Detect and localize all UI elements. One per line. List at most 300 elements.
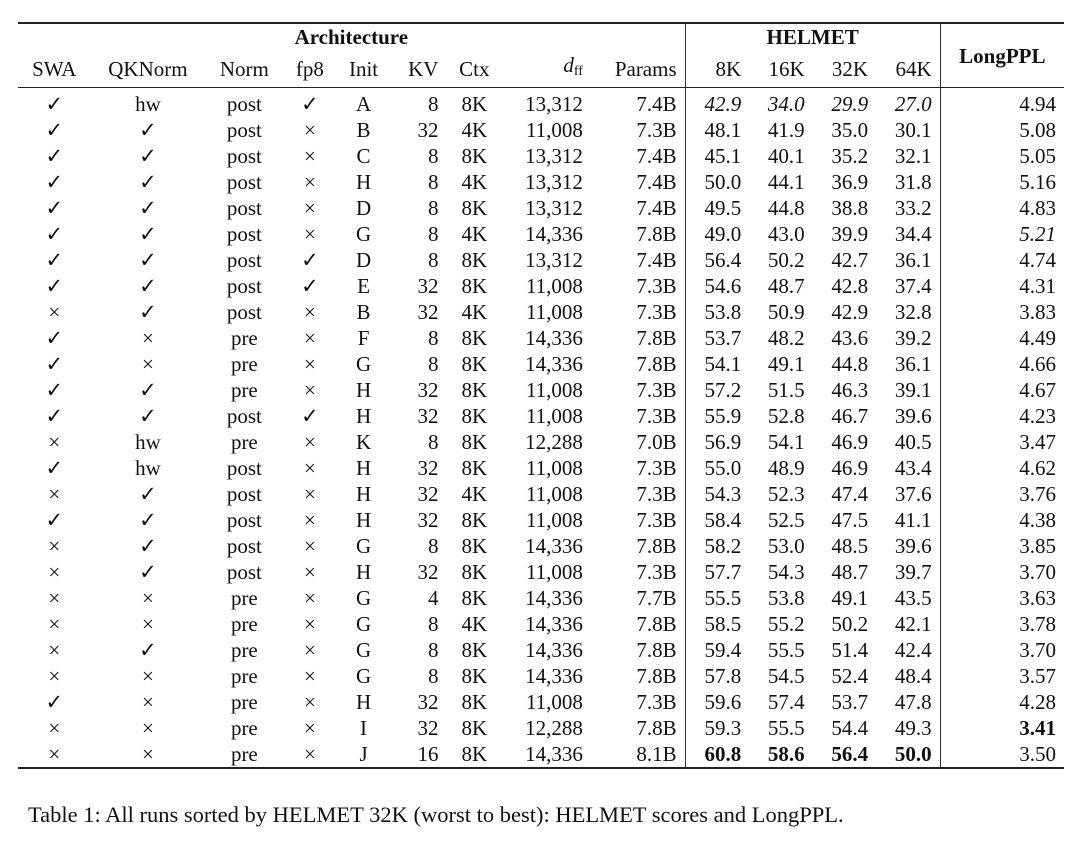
cell-init: G <box>355 352 372 376</box>
cell-helmet-64k: 39.7 <box>894 560 932 584</box>
cell-swa: ✓ <box>45 274 64 298</box>
table-row <box>18 481 1064 507</box>
cell-swa: × <box>48 638 61 662</box>
cell-dff: 14,336 <box>525 352 583 376</box>
cell-norm: pre <box>230 612 258 636</box>
cell-helmet-64k: 50.0 <box>894 742 932 766</box>
longppl-header: LongPPL <box>940 23 1064 88</box>
cell-qknorm: × <box>142 690 154 714</box>
cell-helmet-8k: 57.8 <box>685 663 749 689</box>
cell-helmet-64k: 32.1 <box>894 144 932 168</box>
cell-norm: pre <box>230 326 258 350</box>
helmet-group-header: HELMET <box>685 23 940 50</box>
cell-helmet-64k: 27.0 <box>894 92 932 116</box>
cell-helmet-64k: 31.8 <box>894 170 932 194</box>
cell-helmet-64k: 33.2 <box>894 196 932 220</box>
cell-helmet-8k: 59.3 <box>685 715 749 741</box>
cell-fp8: × <box>303 690 316 714</box>
cell-dff: 13,312 <box>525 196 583 220</box>
cell-helmet-32k: 52.4 <box>831 664 869 688</box>
architecture-group-header: Architecture <box>294 25 409 49</box>
cell-helmet-8k: 58.4 <box>685 507 749 533</box>
cell-helmet-64k: 37.6 <box>894 482 932 506</box>
cell-swa: × <box>48 586 61 610</box>
cell-helmet-64k: 36.1 <box>894 248 932 272</box>
cell-dff: 11,008 <box>525 456 583 480</box>
cell-helmet-32k: 46.3 <box>831 378 869 402</box>
cell-qknorm: × <box>142 352 154 376</box>
table-row <box>18 455 1064 481</box>
cell-longppl: 3.78 <box>940 611 1064 637</box>
cell-swa: ✓ <box>45 248 64 272</box>
cell-norm: post <box>226 456 262 480</box>
cell-ctx: 8K <box>461 560 488 584</box>
cell-init: B <box>356 300 371 324</box>
cell-params: 7.8B <box>636 352 677 376</box>
cell-init: E <box>357 274 370 298</box>
cell-helmet-32k: 43.6 <box>831 326 869 350</box>
cell-helmet-8k: 56.4 <box>685 247 749 273</box>
table-row <box>18 585 1064 611</box>
cell-init: D <box>355 196 372 220</box>
cell-init: H <box>355 170 372 194</box>
cell-kv: 8 <box>427 248 439 272</box>
cell-fp8: × <box>303 170 316 194</box>
cell-ctx: 8K <box>461 326 488 350</box>
cell-helmet-32k: 47.4 <box>831 482 869 506</box>
cell-helmet-64k: 39.1 <box>894 378 932 402</box>
cell-dff: 14,336 <box>525 664 583 688</box>
cell-init: C <box>356 144 371 168</box>
table-row <box>18 559 1064 585</box>
cell-kv: 8 <box>427 326 439 350</box>
cell-qknorm: ✓ <box>139 248 157 272</box>
cell-swa: ✓ <box>45 326 64 350</box>
cell-qknorm: ✓ <box>139 274 157 298</box>
cell-helmet-32k: 49.1 <box>831 586 869 610</box>
cell-ctx: 8K <box>461 404 488 428</box>
cell-fp8: × <box>303 144 316 168</box>
cell-kv: 8 <box>427 352 439 376</box>
cell-dff: 11,008 <box>525 300 583 324</box>
cell-swa: ✓ <box>45 92 64 116</box>
cell-fp8: ✓ <box>301 248 319 272</box>
cell-params: 7.3B <box>636 508 677 532</box>
cell-ctx: 8K <box>461 144 488 168</box>
results-table-container <box>18 22 1064 769</box>
cell-dff: 14,336 <box>525 742 583 766</box>
cell-helmet-32k: 36.9 <box>831 170 869 194</box>
cell-norm: post <box>226 222 262 246</box>
table-row <box>18 169 1064 195</box>
cell-init: J <box>359 742 368 766</box>
cell-helmet-32k: 48.5 <box>831 534 869 558</box>
col-header-16k: 16K <box>749 50 812 88</box>
table-row <box>18 273 1064 299</box>
cell-helmet-16k: 49.1 <box>767 352 805 376</box>
cell-ctx: 8K <box>461 690 488 714</box>
col-header-init: Init <box>336 50 390 88</box>
cell-fp8: × <box>303 118 316 142</box>
cell-dff: 12,288 <box>525 430 583 454</box>
cell-qknorm: × <box>142 742 154 766</box>
cell-fp8: × <box>303 482 316 506</box>
cell-kv: 32 <box>417 716 439 740</box>
cell-dff: 13,312 <box>525 92 583 116</box>
cell-params: 7.8B <box>636 534 677 558</box>
cell-ctx: 8K <box>461 456 488 480</box>
cell-swa: ✓ <box>45 690 64 714</box>
cell-helmet-64k: 43.4 <box>894 456 932 480</box>
cell-dff: 14,336 <box>525 222 583 246</box>
cell-norm: post <box>226 248 262 272</box>
cell-helmet-8k: 60.8 <box>685 741 749 768</box>
cell-kv: 8 <box>427 196 439 220</box>
results-table-body <box>18 88 1064 769</box>
cell-ctx: 8K <box>461 534 488 558</box>
cell-helmet-16k: 52.3 <box>767 482 805 506</box>
cell-swa: × <box>48 534 61 558</box>
cell-ctx: 4K <box>461 222 488 246</box>
cell-init: H <box>355 560 372 584</box>
cell-params: 7.8B <box>636 664 677 688</box>
cell-params: 7.3B <box>636 560 677 584</box>
cell-longppl: 4.49 <box>940 325 1064 351</box>
cell-qknorm: × <box>142 612 154 636</box>
cell-swa: × <box>48 742 61 766</box>
cell-longppl: 4.31 <box>940 273 1064 299</box>
cell-fp8: × <box>303 742 316 766</box>
cell-kv: 8 <box>427 144 439 168</box>
cell-helmet-16k: 52.5 <box>767 508 805 532</box>
cell-norm: pre <box>230 378 258 402</box>
cell-dff: 11,008 <box>525 118 583 142</box>
cell-ctx: 4K <box>461 118 488 142</box>
col-header-kv: KV <box>391 50 447 88</box>
cell-fp8: × <box>303 716 316 740</box>
cell-helmet-8k: 57.7 <box>685 559 749 585</box>
cell-init: F <box>357 326 370 350</box>
cell-fp8: × <box>303 560 316 584</box>
cell-longppl: 4.62 <box>940 455 1064 481</box>
cell-ctx: 8K <box>461 248 488 272</box>
cell-kv: 8 <box>427 92 439 116</box>
col-header-32k: 32K <box>813 50 876 88</box>
cell-dff: 11,008 <box>525 482 583 506</box>
cell-norm: post <box>226 144 262 168</box>
cell-qknorm: ✓ <box>139 560 157 584</box>
cell-helmet-8k: 54.6 <box>685 273 749 299</box>
cell-params: 7.8B <box>636 612 677 636</box>
cell-ctx: 8K <box>461 430 488 454</box>
cell-fp8: × <box>303 638 316 662</box>
cell-qknorm: ✓ <box>139 404 157 428</box>
cell-longppl: 5.16 <box>940 169 1064 195</box>
results-table <box>18 22 1064 769</box>
cell-swa: ✓ <box>45 378 64 402</box>
cell-norm: pre <box>230 690 258 714</box>
cell-init: H <box>355 404 372 428</box>
cell-ctx: 8K <box>461 586 488 610</box>
cell-init: A <box>355 92 372 116</box>
cell-init: G <box>355 222 372 246</box>
cell-ctx: 4K <box>461 170 488 194</box>
cell-init: H <box>355 690 372 714</box>
cell-helmet-8k: 53.7 <box>685 325 749 351</box>
cell-helmet-64k: 41.1 <box>894 508 932 532</box>
cell-ctx: 8K <box>461 352 488 376</box>
table-caption: Table 1: All runs sorted by HELMET 32K (worst to best): HELMET scores and LongPPL. <box>28 802 844 827</box>
cell-helmet-16k: 53.0 <box>767 534 805 558</box>
cell-init: H <box>355 508 372 532</box>
cell-helmet-16k: 34.0 <box>767 92 805 116</box>
cell-longppl: 4.74 <box>940 247 1064 273</box>
cell-kv: 8 <box>427 638 439 662</box>
table-row <box>18 637 1064 663</box>
cell-norm: pre <box>230 430 258 454</box>
table-row <box>18 143 1064 169</box>
cell-longppl: 4.38 <box>940 507 1064 533</box>
table-row <box>18 741 1064 768</box>
cell-norm: post <box>226 560 262 584</box>
cell-swa: ✓ <box>45 456 64 480</box>
cell-dff: 12,288 <box>525 716 583 740</box>
cell-qknorm: ✓ <box>139 378 157 402</box>
cell-dff: 11,008 <box>525 690 583 714</box>
cell-ctx: 8K <box>461 716 488 740</box>
cell-kv: 32 <box>417 274 439 298</box>
table-row <box>18 403 1064 429</box>
cell-helmet-16k: 54.3 <box>767 560 805 584</box>
cell-helmet-16k: 57.4 <box>767 690 805 714</box>
cell-fp8: × <box>303 664 316 688</box>
cell-kv: 32 <box>417 508 439 532</box>
cell-init: H <box>355 456 372 480</box>
col-header-norm: Norm <box>205 50 283 88</box>
cell-dff: 11,008 <box>525 508 583 532</box>
cell-fp8: ✓ <box>301 404 319 428</box>
cell-ctx: 8K <box>461 196 488 220</box>
cell-norm: post <box>226 196 262 220</box>
col-header-swa: SWA <box>18 50 91 88</box>
cell-helmet-64k: 40.5 <box>894 430 932 454</box>
cell-helmet-64k: 32.8 <box>894 300 932 324</box>
cell-norm: pre <box>230 638 258 662</box>
cell-longppl: 3.47 <box>940 429 1064 455</box>
cell-qknorm: ✓ <box>139 534 157 558</box>
cell-qknorm: hw <box>135 430 161 454</box>
cell-params: 7.3B <box>636 118 677 142</box>
cell-qknorm: × <box>142 586 154 610</box>
cell-kv: 32 <box>417 456 439 480</box>
cell-init: G <box>355 664 372 688</box>
cell-params: 7.0B <box>636 430 677 454</box>
cell-params: 7.3B <box>636 690 677 714</box>
table-row <box>18 507 1064 533</box>
cell-fp8: × <box>303 326 316 350</box>
cell-helmet-16k: 58.6 <box>767 742 805 766</box>
group-header-row <box>18 23 1064 50</box>
cell-kv: 32 <box>417 690 439 714</box>
cell-helmet-16k: 52.8 <box>767 404 805 428</box>
cell-helmet-8k: 59.4 <box>685 637 749 663</box>
cell-norm: post <box>226 274 262 298</box>
table-row <box>18 715 1064 741</box>
table-row <box>18 221 1064 247</box>
cell-longppl: 4.23 <box>940 403 1064 429</box>
cell-kv: 4 <box>427 586 439 610</box>
cell-helmet-8k: 58.2 <box>685 533 749 559</box>
cell-longppl: 3.50 <box>940 741 1064 768</box>
table-row <box>18 663 1064 689</box>
cell-ctx: 8K <box>461 664 488 688</box>
cell-qknorm: ✓ <box>139 222 157 246</box>
cell-qknorm: × <box>142 716 154 740</box>
cell-helmet-64k: 43.5 <box>894 586 932 610</box>
cell-dff: 14,336 <box>525 586 583 610</box>
cell-kv: 8 <box>427 430 439 454</box>
cell-longppl: 3.85 <box>940 533 1064 559</box>
dff-subscript: ff <box>573 64 583 79</box>
cell-helmet-8k: 48.1 <box>685 117 749 143</box>
cell-helmet-8k: 45.1 <box>685 143 749 169</box>
cell-longppl: 3.70 <box>940 637 1064 663</box>
table-row <box>18 351 1064 377</box>
cell-helmet-32k: 46.9 <box>831 456 869 480</box>
cell-qknorm: hw <box>135 92 161 116</box>
cell-helmet-8k: 54.3 <box>685 481 749 507</box>
cell-longppl: 3.70 <box>940 559 1064 585</box>
table-row <box>18 325 1064 351</box>
cell-params: 7.3B <box>636 378 677 402</box>
cell-kv: 8 <box>427 612 439 636</box>
cell-swa: × <box>48 300 61 324</box>
cell-norm: post <box>226 92 262 116</box>
cell-helmet-32k: 51.4 <box>831 638 869 662</box>
cell-qknorm: ✓ <box>139 144 157 168</box>
cell-helmet-32k: 42.8 <box>831 274 869 298</box>
cell-norm: pre <box>230 716 258 740</box>
cell-params: 7.4B <box>636 248 677 272</box>
cell-helmet-16k: 40.1 <box>767 144 805 168</box>
dff-symbol: d <box>563 53 574 77</box>
cell-fp8: × <box>303 196 316 220</box>
cell-longppl: 3.83 <box>940 299 1064 325</box>
cell-helmet-16k: 44.1 <box>767 170 805 194</box>
cell-norm: post <box>226 534 262 558</box>
cell-dff: 13,312 <box>525 170 583 194</box>
cell-kv: 8 <box>427 222 439 246</box>
cell-ctx: 8K <box>461 92 488 116</box>
cell-helmet-64k: 36.1 <box>894 352 932 376</box>
cell-helmet-8k: 49.0 <box>685 221 749 247</box>
cell-longppl: 5.21 <box>940 221 1064 247</box>
cell-ctx: 8K <box>461 508 488 532</box>
cell-init: D <box>355 248 372 272</box>
cell-init: H <box>355 482 372 506</box>
cell-helmet-64k: 47.8 <box>894 690 932 714</box>
cell-norm: pre <box>230 742 258 766</box>
cell-dff: 11,008 <box>525 560 583 584</box>
cell-longppl: 5.05 <box>940 143 1064 169</box>
cell-helmet-32k: 29.9 <box>831 92 869 116</box>
cell-kv: 32 <box>417 300 439 324</box>
cell-fp8: × <box>303 378 316 402</box>
cell-ctx: 4K <box>461 300 488 324</box>
cell-dff: 11,008 <box>525 404 583 428</box>
cell-longppl: 3.76 <box>940 481 1064 507</box>
cell-helmet-8k: 42.9 <box>685 88 749 118</box>
cell-helmet-32k: 54.4 <box>831 716 869 740</box>
cell-helmet-16k: 54.1 <box>767 430 805 454</box>
cell-dff: 14,336 <box>525 612 583 636</box>
cell-qknorm: ✓ <box>139 196 157 220</box>
cell-helmet-16k: 53.8 <box>767 586 805 610</box>
col-header-dff <box>502 50 591 88</box>
cell-swa: ✓ <box>45 118 64 142</box>
cell-ctx: 8K <box>461 638 488 662</box>
cell-helmet-8k: 50.0 <box>685 169 749 195</box>
cell-helmet-16k: 44.8 <box>767 196 805 220</box>
cell-helmet-64k: 42.1 <box>894 612 932 636</box>
cell-norm: pre <box>230 352 258 376</box>
cell-swa: × <box>48 664 61 688</box>
cell-helmet-32k: 50.2 <box>831 612 869 636</box>
cell-dff: 13,312 <box>525 144 583 168</box>
cell-init: G <box>355 612 372 636</box>
cell-swa: ✓ <box>45 170 64 194</box>
cell-helmet-8k: 49.5 <box>685 195 749 221</box>
cell-dff: 11,008 <box>525 274 583 298</box>
cell-helmet-16k: 43.0 <box>767 222 805 246</box>
cell-params: 7.4B <box>636 170 677 194</box>
cell-swa: × <box>48 430 61 454</box>
cell-qknorm: ✓ <box>139 170 157 194</box>
cell-norm: post <box>226 508 262 532</box>
cell-longppl: 4.67 <box>940 377 1064 403</box>
cell-dff: 13,312 <box>525 248 583 272</box>
cell-params: 7.3B <box>636 456 677 480</box>
table-row <box>18 611 1064 637</box>
cell-norm: post <box>226 404 262 428</box>
table-row <box>18 299 1064 325</box>
cell-ctx: 4K <box>461 612 488 636</box>
cell-helmet-64k: 39.6 <box>894 534 932 558</box>
cell-qknorm: ✓ <box>139 482 157 506</box>
cell-longppl: 4.83 <box>940 195 1064 221</box>
cell-kv: 32 <box>417 118 439 142</box>
cell-dff: 14,336 <box>525 326 583 350</box>
cell-ctx: 8K <box>461 378 488 402</box>
cell-helmet-32k: 46.7 <box>831 404 869 428</box>
cell-longppl: 4.94 <box>940 88 1064 118</box>
cell-helmet-64k: 48.4 <box>894 664 932 688</box>
cell-swa: ✓ <box>45 196 64 220</box>
cell-kv: 32 <box>417 404 439 428</box>
cell-swa: ✓ <box>45 352 64 376</box>
cell-params: 7.8B <box>636 638 677 662</box>
table-row <box>18 117 1064 143</box>
table-row <box>18 689 1064 715</box>
cell-helmet-64k: 30.1 <box>894 118 932 142</box>
table-row <box>18 247 1064 273</box>
cell-fp8: × <box>303 456 316 480</box>
cell-params: 7.3B <box>636 482 677 506</box>
cell-init: B <box>356 118 371 142</box>
cell-init: H <box>355 378 372 402</box>
cell-ctx: 8K <box>461 742 488 766</box>
cell-params: 7.8B <box>636 326 677 350</box>
